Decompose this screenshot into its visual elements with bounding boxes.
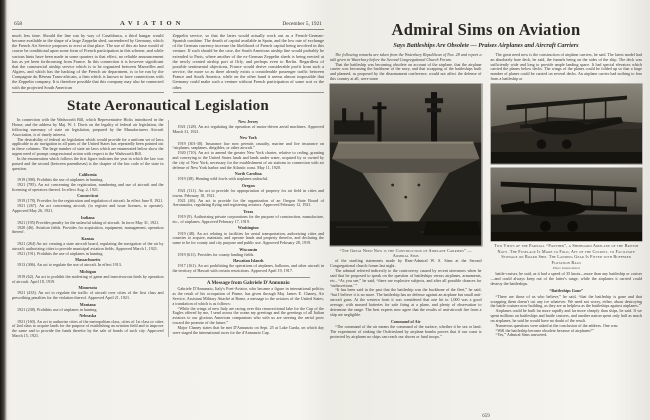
binding-shadow bbox=[0, 0, 7, 420]
text-block: 1921 (160). An act to authorize cities of the metropolitan class, cities of 1st class or cities of 2nd class to acquire lands for the purpose of establishing an aviation field and to improve the same and to provide the funds therefor by the sale of bonds of such city. Approved March 15, 1921. bbox=[12, 318, 164, 339]
text-block: New Jersey bbox=[238, 118, 259, 124]
section-rule bbox=[187, 277, 311, 278]
sims-column-1-text bbox=[330, 259, 482, 339]
page-header bbox=[12, 20, 324, 27]
text-block: 1921 (46). An act to provide for the organization of an Oregon State Board of Aeronautics, regulating flying and registering aviators. Approved February 12, 1921. bbox=[172, 197, 324, 208]
text-block: 1921 (128). An act regulating the operation of motor-driven aerial machines. Approved March 31, 1921. bbox=[172, 124, 324, 134]
header-rule bbox=[12, 29, 324, 30]
text-block: 1921 (238). Prohibits use of airplanes in hunting. bbox=[17, 306, 98, 312]
text-block: 1919 (48). An act relating to facilities for aerial transportation, authorizing cities and counties to acquire, maintain, and operate lands and property therefor, and declaring the same to be for county and city purpose and public use. Approved February 28, 1919. bbox=[172, 230, 324, 246]
sims-column-2 bbox=[491, 53, 643, 340]
sims-intro-col1: That the battleship was becoming obsolete on account of the airplane, that the airplane carrier was becoming the backbone of the navy, and that scrapping of the battleships built and planned, as proposed by the disarmament conference, would not affect the defense of this country at all, were some bbox=[330, 61, 482, 82]
text-block: 1921 (191). Prohibits the use of airplanes in hunting. bbox=[17, 250, 104, 256]
biplane-bottom-illustration bbox=[491, 168, 643, 242]
text-block: 1921 (195) Provides penalty for the unlawful taking of aircraft. In force May 31, 1921. bbox=[17, 219, 160, 225]
text-block: “It has been said in the past that the battleship was the backbone of the fleet,” he said, “but I believe it is no more. The battleship has no defense against an airplane but small anti-aircraft guns. At the western front it was considered that one hit in 1,000 was a good average, with massed batteries for safe firing at a plane, and plenty of observation to determine the range. The best experts now agree that the results of anti-aircraft fire from a ship are negligible. bbox=[330, 287, 482, 317]
text-block: California bbox=[78, 171, 97, 177]
text-block: In the enumeration which follows the first figure indicates the year in which the law was passed and the second (between parentheses) is the chapter of the law code of the state in question. bbox=[12, 155, 164, 171]
text-block: 1919 (178). Provides for the registration and regulation of aircraft. In effect June 8, 1921. bbox=[17, 198, 164, 204]
dannunzio-paragraphs bbox=[173, 287, 325, 335]
text-block: The admiral referred indirectly to the controversy caused by recent utterances when he said that he proposed to speak on the question of battleships versus airplanes, armaments, etc., “As you see,” he said, “there are explosive subjects, and after all possible chances for ‘indiscretions.’ ” bbox=[330, 268, 482, 288]
text-block: 1919 (62). An act to prohibit the molesting of game and insectivorous birds by operation of aircraft. April 18, 1919. bbox=[12, 273, 164, 284]
text-block: Wisconsin bbox=[239, 246, 258, 252]
text-block: 1921 (785). An act concerning the registration, numbering and use of aircraft and the licensing of operators thereof. In effect Aug. 2, 1921. bbox=[12, 181, 164, 192]
legislation-column-2-entries bbox=[173, 120, 325, 274]
text-block: “The command of the air means the command of the surface, whether it be sea or land. The experiment of sinking the Ostfriesland by airplane bombs proves that if our coast is protected by airplanes no ships can reach our shores or land troops.” bbox=[330, 324, 482, 340]
text-block: Minnesota bbox=[78, 285, 97, 291]
biplane-photo-top bbox=[491, 84, 643, 164]
text-block: Michigan bbox=[79, 268, 97, 274]
left-page-number: 658 bbox=[14, 21, 23, 27]
text-block: Gabriele D'Annunzio, Italy's Poet-Aviator, who became a figure in international politics as the result of his occupation of Fiume, has given through Maj. James E. Chaney, Air Service, Assistant Military Attaché at Rome, a message to the aviators of the United States, a translation of which is as follows: bbox=[172, 286, 324, 306]
text-block: of the startling statements made by Rear-Admiral W. S. Sims at the Second Congregational church forum last night. bbox=[330, 258, 482, 269]
text-block: 1917 (161). An act prohibiting the operations of airplanes, balloons, and other aircraft in the territory of Hawaii with certain restrictions. Approved April 19, 1917. bbox=[172, 263, 324, 274]
text-block: Nebraska bbox=[79, 313, 97, 319]
issue-date: December 5, 1921 bbox=[282, 21, 322, 27]
text-block: New York bbox=[239, 135, 257, 141]
text-block: In connection with the Wadsworth Bill, which Representative Hicks introduced in the House, and the address by Maj. W. J. Davis on the legality of federal air legislation, the following summary of state air legislation, prepared by the Manufacturers Aircraft Association, is of timely interest. bbox=[12, 117, 164, 137]
sims-title: Admiral Sims on Aviation bbox=[391, 20, 581, 39]
text-block: “While the wings of new Italy are racing over this resurrectional lake for the Cup of the Eagles offered by me, I send across the ocean my greetings and the greetings of all Italian aviators to our glorious American companions who with us are steering the aerial prow toward the promise of the future.” bbox=[172, 305, 324, 326]
legislation-title: State Aeronautical Legislation bbox=[66, 98, 270, 115]
biplane-photo-bottom bbox=[491, 168, 643, 242]
text-block: North Carolina bbox=[234, 171, 262, 177]
left-page bbox=[12, 20, 324, 418]
legislation-column-1 bbox=[12, 118, 164, 339]
text-block: Montana bbox=[79, 301, 96, 307]
text-block: 1919 (9). Authorizing private corporations for the purpose of construction, manufacture, etc., of airplanes. Approved February 17, 1919. bbox=[172, 214, 324, 224]
zeppelin-article bbox=[12, 33, 324, 93]
sims-column-2-text bbox=[491, 272, 643, 338]
sims-intro-italic: The following remarks are taken from the Waterbury Republican of Nov. 28 and report a talk given in Waterbury before the Second Congregational Church Forum. bbox=[330, 52, 482, 62]
aircraft-carrier-photo bbox=[330, 84, 482, 246]
sims-intro-col2: The great need now is the construction of airplane carriers, he said. The latest model had an absolutely bare deck, he said, the funnels being on the sides of the ship. The deck was sufficiently wide and long to provide ample landing space. It had special elevators which carried the planes below decks. The wings of the planes could be folded up so that a large number of planes could be carried on several decks. An airplane carrier had nothing to fear from a battleship or bbox=[490, 52, 642, 82]
text-block: Major Chaney states that he met D'Annunzio on Sept. 25 at Lake Garda, on which day were staged the international races for the d'Annunzio Cup. bbox=[172, 324, 324, 335]
right-page bbox=[330, 20, 642, 418]
text-block: Connecticut bbox=[77, 193, 99, 199]
sims-column-1 bbox=[330, 53, 482, 340]
text-block: 1921 (111). An act to provide for appropriation of property for air field in cities and towns. February 18, 1921. bbox=[172, 187, 324, 198]
text-block: 1913 (306). An act to regulate the use of aircraft. In effect 1913. bbox=[17, 262, 122, 268]
text-block: “Battleships Gone” bbox=[549, 288, 584, 293]
text-block: 1921 (267). An act concerning aircraft, (to register and issue licenses, to operate). Approved May 26, 1921. bbox=[12, 203, 164, 214]
text-block: Washington bbox=[237, 225, 259, 231]
text-block: Oregon bbox=[241, 182, 255, 188]
text-block: Airplanes could be built far more rapidly and far more cheaply than ships, he said. If we spent millions on battleships and battle cruisers, and another nation spent only half as much on airplanes, he said he would have no doubt of the result. bbox=[490, 308, 642, 323]
text-block: Kansas bbox=[81, 235, 95, 241]
text-block: Hawaiian Islands bbox=[233, 258, 264, 264]
right-page-number: 659 bbox=[482, 414, 490, 419]
photo-credit: Photo International bbox=[552, 266, 580, 271]
text-block: “Yes,” Admiral Sims answered. bbox=[495, 332, 548, 338]
zeppelin-article-column-2: Zeppelin service, so that the latter would actually work out as a French-German-Spanish combine. The dearth of capital available in Spain, and the low rate of exchange of the German currency increase the likelihood of French capital being involved in this venture. If such should be the case, the South American airship line would probably be extended to Paris, where another of the ex-German Zeppelin sheds is being erected at the newly created airship port at Orly, and perhaps even to Berlin. Regardless of possible sentimental objections, France would derive considerable profit from such a service, the more so as there already exists a considerable passenger traffic between France and South America, while on the other hand it seems almost impossible that Germany could make such a venture without French participation of some sort or the other. bbox=[173, 33, 325, 93]
sims-subtitle: Says Battleships Are Obsolete — Praises Airplanes and Aircraft Carriers bbox=[393, 42, 579, 49]
sims-columns bbox=[330, 53, 642, 340]
text-block: 1919 (301-30). Insurance law now permits casualty, marine and fire insurance on “airplanes, seaplanes, dirigibles, or other aircraft.” bbox=[172, 140, 324, 151]
text-block: 1919 (611). Provides for county landing fields. bbox=[177, 251, 255, 257]
text-block: Texas bbox=[243, 208, 254, 214]
dannunzio-title: A Message from Gabriele D'Annunzio bbox=[206, 279, 290, 286]
zeppelin-article-column-1: much less time. Should the line run by way of Casablanca, a third hangar would become available in the shape of a large Zeppelin shed, surrendered by Germany, which the French Air Service proposes to erect at that place. The use of this air base would of course be conditional upon some form of French participation in this scheme, and while various hints have been made in some quarters to that effect, no reliable announcement has as yet been forthcoming from France. In this connection it is however significant that the commercial airship service which is to be organized between Marseilles and Algiers, and which has the backing of the French air department, is to be run by the Compagnie du Réseau Trans-africain, a firm which is known to have connections with the Zeppelin company. It is therefore possible that this company may also be connected with the projected South American bbox=[12, 33, 164, 93]
text-block: Command of Air bbox=[390, 318, 421, 324]
text-block: battle-cruiser, he said, as it had a speed of 35 knots—more than any battleship or cruiser—and could always keep out of the latter's range, while the airplanes it carried could destroy the battleships. bbox=[490, 271, 642, 286]
text-block: 1919 (398). Prohibits the use of airplanes in hunting. bbox=[17, 177, 104, 183]
text-block: Massachusetts bbox=[75, 257, 101, 263]
text-block: “There are those of us who believe,” he said, “that the battleship is gone and that scrapping them doesn't cut any ice whatever. We need not worry, either, about destroying the battle cruisers now building, as they are as helpless as the battleships against airplanes.” bbox=[490, 293, 642, 309]
biplane-photo-caption: Two Views of the Parnall “Panther”, a Shipboard Airplane of the British Navy. The Fuselage Is Made to Fold, Aft of the Cockpit, to Facilitate Stowage on Board Ship. The Landing Gear Is Fitted with Buffered Flotation Bags bbox=[494, 243, 639, 265]
text-block: 1920 (46). Aviation fields. Provides for acquisition, equipment, management, operation thereof. bbox=[12, 224, 164, 235]
aircraft-carrier-illustration bbox=[330, 84, 482, 246]
text-block: Indiana bbox=[80, 214, 95, 220]
biplane-top-illustration bbox=[491, 84, 643, 164]
photo-gap bbox=[491, 164, 643, 166]
text-block: “Will the battleship become obsolete because of airplanes?” bbox=[495, 327, 594, 333]
journal-title: AVIATION bbox=[120, 20, 185, 27]
text-block: Numerous questions were asked at the conclusion of the address. One was: bbox=[495, 322, 619, 328]
text-block: 1919 (38). Hunting wild fowls with airplanes unlawful. bbox=[177, 176, 269, 182]
legislation-column-2 bbox=[173, 118, 325, 339]
text-block: 1920 (710). An act to amend the greater New York charter, relative to ceding, granting and conveying to the United States lands and lands under water, acquired by or owned by the city of New York, necessary for the establishment of air stations in connection with air defense of New York harbor and the Atlantic coast. May 11, 1920. bbox=[172, 150, 324, 170]
text-block: 1921 (264) An act creating a state aircraft board, regulating the navigation of the air by aircraft; authorizing cities to provide municipal aviation fields. Approved March 1, 1921. bbox=[12, 241, 164, 251]
text-block: The desirability of federal air legislation which would provide for a uniform set of laws applicable to air navigation in all parts of the United States has repeatedly been pointed out in these columns. The large number of state air laws which are enumerated below show the urgent need of prompt congressional action with respect to the Wadsworth Bill. bbox=[12, 136, 164, 157]
legislation-columns bbox=[12, 118, 324, 339]
text-block: 1921 (433). An act to regulate the traffic of aircraft over cities of the first class and prescribing penalties for the violation thereof. Approved April 21, 1921. bbox=[12, 290, 164, 301]
carrier-photo-caption: “The Great Need Now is the Construction of Airplane Carriers” — Admiral Sims bbox=[339, 247, 472, 259]
